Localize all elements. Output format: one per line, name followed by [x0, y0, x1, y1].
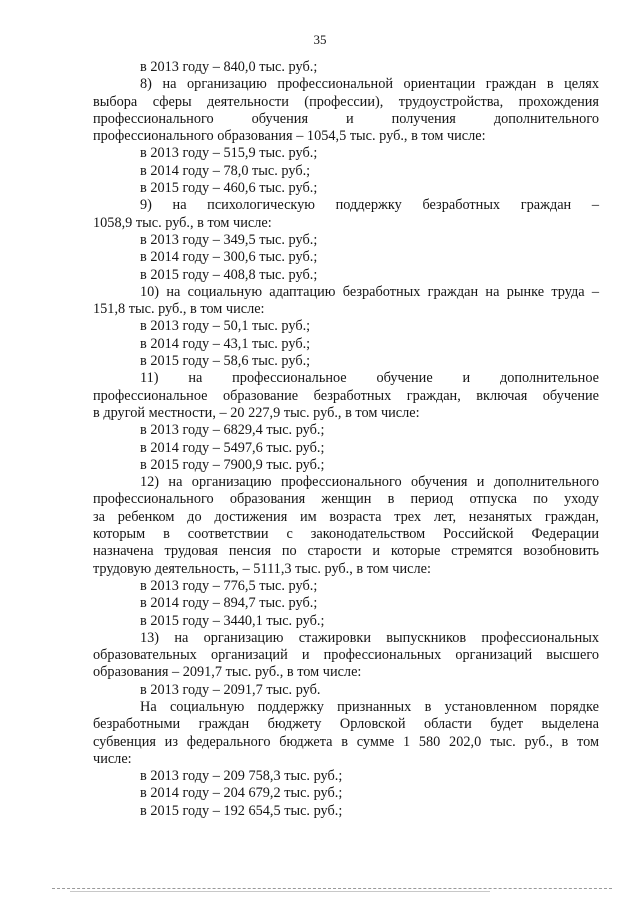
text-line: в другой местности, – 20 227,9 тыс. руб., в том числе:: [93, 404, 420, 421]
text-line: 1058,9 тыс. руб., в том числе:: [93, 214, 272, 231]
page-number: 35: [313, 32, 327, 47]
document-body: [93, 59, 599, 820]
text-line: На социальную поддержку признанных в установленном порядке: [140, 698, 599, 715]
text-line: в 2013 году – 840,0 тыс. руб.;: [140, 59, 318, 75]
text-line: трудовую деятельность, – 5111,3 тыс. руб., в том числе:: [93, 560, 431, 577]
text-line: в 2014 году – 43,1 тыс. руб.;: [140, 335, 311, 352]
text-line: числе:: [93, 750, 132, 767]
text-line: профессионального образования – 1054,5 тыс. руб., в том числе:: [93, 128, 486, 145]
text-line: в 2014 году – 204 679,2 тыс. руб.;: [140, 785, 343, 802]
text-line: 10) на социальную адаптацию безработных граждан на рынке труда –: [140, 283, 599, 300]
text-line: 13) на организацию стажировки выпускников профессиональных: [140, 629, 599, 646]
text-line: в 2015 году – 7900,9 тыс. руб.;: [140, 456, 325, 473]
text-line: 12) на организацию профессионального обучения и дополнительного: [140, 474, 599, 491]
text-line: за ребенком до достижения им возраста трех лет, незанятых граждан,: [93, 508, 599, 525]
text-line: в 2013 году – 2091,7 тыс. руб.: [140, 681, 321, 698]
text-line: 151,8 тыс. руб., в том числе:: [93, 301, 265, 318]
text-line: в 2013 году – 209 758,3 тыс. руб.;: [140, 768, 343, 785]
text-line: в 2013 году – 6829,4 тыс. руб.;: [140, 422, 325, 439]
text-line: которым в соответствии с законодательством Российской Федерации: [93, 526, 599, 543]
text-line: в 2014 году – 78,0 тыс. руб.;: [140, 162, 311, 179]
text-line: в 2014 году – 300,6 тыс. руб.;: [140, 249, 318, 266]
text-line: образования – 2091,7 тыс. руб., в том числе:: [93, 664, 362, 681]
text-line: назначена трудовая пенсия по старости и которые стремятся возобновить: [93, 543, 599, 560]
text-line: в 2015 году – 3440,1 тыс. руб.;: [140, 612, 325, 629]
text-line: в 2014 году – 5497,6 тыс. руб.;: [140, 439, 325, 456]
text-line: в 2015 году – 192 654,5 тыс. руб.;: [140, 802, 343, 819]
text-line: профессионального обучения и получения дополнительного: [93, 110, 599, 127]
text-line: в 2013 году – 50,1 тыс. руб.;: [140, 318, 311, 335]
text-line: 8) на организацию профессиональной ориентации граждан в целях: [140, 76, 599, 93]
text-line: безработными граждан бюджету Орловской области будет выделена: [93, 716, 599, 733]
text-line: в 2015 году – 460,6 тыс. руб.;: [140, 180, 318, 197]
page-bottom-rule-secondary: [70, 891, 490, 892]
text-line: 9) на психологическую поддержку безработных граждан –: [140, 197, 599, 214]
text-line: в 2013 году – 515,9 тыс. руб.;: [140, 145, 318, 162]
text-line: в 2015 году – 408,8 тыс. руб.;: [140, 266, 318, 283]
text-line: 11) на профессиональное обучение и дополнительное: [140, 370, 599, 387]
text-line: в 2013 году – 349,5 тыс. руб.;: [140, 231, 318, 248]
text-line: образовательных организаций и профессиональных организаций высшего: [93, 647, 599, 664]
page-bottom-rule: [52, 888, 612, 889]
text-line: в 2015 году – 58,6 тыс. руб.;: [140, 353, 311, 370]
text-line: в 2013 году – 776,5 тыс. руб.;: [140, 577, 318, 594]
text-line: в 2014 году – 894,7 тыс. руб.;: [140, 595, 318, 612]
text-line: профессиональное образование безработных граждан, включая обучение: [93, 387, 599, 404]
text-line: субвенция из федерального бюджета в сумме 1 580 202,0 тыс. руб., в том: [93, 733, 599, 750]
text-line: профессионального образования женщин в период отпуска по уходу: [93, 491, 599, 508]
text-line: выбора сферы деятельности (профессии), трудоустройства, прохождения: [93, 93, 599, 110]
